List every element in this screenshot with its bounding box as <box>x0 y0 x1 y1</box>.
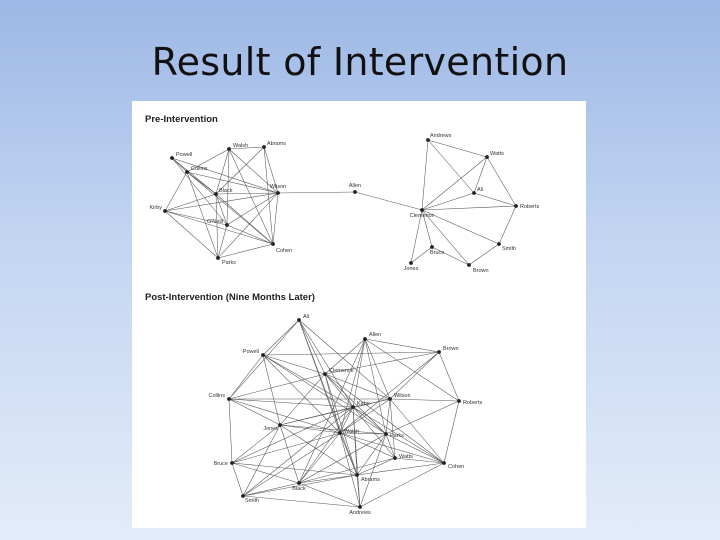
pre-node-oneill <box>225 223 229 227</box>
pre-node-label-cohen: Cohen <box>276 248 293 254</box>
post-edge-cohen-andrews <box>360 463 444 507</box>
post-node-label-wilson: Wilson <box>394 393 411 399</box>
pre-node-watts <box>485 155 489 159</box>
post-node-parks <box>384 432 388 436</box>
post-edge-watts-black <box>299 458 395 483</box>
pre-node-walsh <box>227 147 231 151</box>
post-edge-allen-wilson <box>365 339 390 399</box>
post-node-bruce <box>230 461 234 465</box>
post-node-label-jones: Jones <box>263 426 278 432</box>
post-edge-kirby-bruce <box>232 407 353 463</box>
pre-node-label-andrews: Andrews <box>430 133 452 139</box>
pre-edge-ali-clemence <box>422 193 474 210</box>
post-edge-allen-brown <box>365 339 439 352</box>
pre-node-label-smith: Smith <box>502 246 517 252</box>
post-node-label-watts: Watts <box>399 454 413 460</box>
post-edge-bruce-smith <box>232 463 243 496</box>
post-edge-wilson-jones <box>280 399 390 425</box>
pre-edge-wilson-cohen <box>273 193 278 244</box>
post-intervention-title: Post-Intervention (Nine Months Later) <box>145 292 315 303</box>
pre-node-label-powell: Powell <box>176 152 193 158</box>
post-node-label-bruce: Bruce <box>213 461 228 467</box>
slide-title: Result of Intervention <box>151 40 569 84</box>
post-node-roberts <box>457 399 461 403</box>
post-node-label-kirby: Kirby <box>357 401 370 407</box>
post-edge-ali-abrams <box>299 320 360 475</box>
pre-node-label-brown: Brown <box>473 268 489 274</box>
post-edge-parks-andrews <box>360 434 386 507</box>
pre-node-kirby <box>163 209 167 213</box>
post-intervention-nodes <box>208 314 482 516</box>
pre-edge-andrews-watts <box>428 140 487 157</box>
pre-edge-abrams-black <box>216 147 264 194</box>
post-edge-brown-walsh <box>340 352 439 433</box>
post-edge-powell-brown <box>263 352 439 355</box>
pre-node-label-walsh: Walsh <box>233 143 249 149</box>
post-edge-powell-jones <box>263 355 280 425</box>
pre-edge-walsh-cohen <box>229 149 273 244</box>
post-node-label-parks: Parks <box>390 433 405 439</box>
post-edge-wilson-watts <box>390 399 395 458</box>
post-node-jones <box>278 423 282 427</box>
post-edge-roberts-parks <box>386 401 459 434</box>
post-node-collins <box>227 397 231 401</box>
post-node-label-brown: Brown <box>443 346 459 352</box>
pre-node-label-wilson: Wilson <box>269 184 287 190</box>
pre-edge-walsh-oneill <box>227 149 229 225</box>
network-figure <box>132 101 586 528</box>
pre-node-label-black: Black <box>219 188 233 194</box>
network-diagram <box>132 101 586 528</box>
pre-node-cohen <box>271 242 275 246</box>
post-edge-powell-parks <box>263 355 386 434</box>
pre-node-black <box>214 192 218 196</box>
post-node-label-black: Black <box>292 486 306 492</box>
post-node-ali <box>297 318 301 322</box>
pre-node-label-allen: Allen <box>348 183 362 189</box>
pre-node-label-bruce: Bruce <box>430 250 445 256</box>
pre-edge-wilson-kirby <box>165 193 278 211</box>
post-node-watts <box>393 456 397 460</box>
post-edge-walsh-black <box>299 433 340 483</box>
post-edge-collins-bruce <box>229 399 232 463</box>
post-edge-allen-kirby <box>353 339 365 407</box>
pre-edge-black-parks <box>216 194 218 258</box>
pre-node-label-watts: Watts <box>490 151 504 157</box>
pre-node-powell <box>170 156 174 160</box>
pre-node-label-clemence: Clemence <box>409 213 435 219</box>
pre-node-label-roberts: Roberts <box>520 204 540 210</box>
post-edge-jones-walsh <box>280 425 340 433</box>
post-node-label-clemence: Clemence <box>329 368 354 374</box>
pre-intervention-nodes <box>149 133 539 274</box>
pre-node-label-collins: Collins <box>191 166 208 172</box>
post-edge-jones-parks <box>280 425 386 434</box>
post-edge-abrams-black <box>299 475 357 483</box>
post-node-andrews <box>358 505 362 509</box>
pre-node-abrams <box>262 145 266 149</box>
post-node-label-cohen: Cohen <box>448 464 465 470</box>
post-edge-allen-black <box>299 339 365 483</box>
post-edge-black-andrews <box>299 483 360 507</box>
post-node-brown <box>437 350 441 354</box>
pre-edge-collins-kirby <box>165 172 187 211</box>
pre-edge-andrews-ali <box>428 140 474 193</box>
post-edge-clemence-jones <box>280 374 325 425</box>
pre-node-brown <box>467 263 471 267</box>
post-edge-clemence-parks <box>325 374 386 434</box>
post-edge-jones-smith <box>243 425 280 496</box>
post-edge-parks-abrams <box>357 434 386 475</box>
post-edge-clemence-collins <box>229 374 325 399</box>
post-edge-powell-collins <box>229 355 263 399</box>
post-node-clemence <box>323 372 327 376</box>
post-edge-bruce-abrams <box>232 463 357 475</box>
pre-node-label-parks: Parks <box>222 260 237 266</box>
pre-intervention-edges <box>165 140 516 265</box>
pre-node-parks <box>216 256 220 260</box>
post-node-label-abrams: Abrams <box>361 477 380 483</box>
pre-edge-andrews-clemence <box>422 140 428 210</box>
pre-node-wilson <box>276 191 280 195</box>
pre-node-clemence <box>420 208 424 212</box>
post-edge-brown-wilson <box>390 352 439 399</box>
post-node-abrams <box>355 473 359 477</box>
pre-edge-roberts-clemence <box>422 206 516 210</box>
post-node-allen <box>363 337 367 341</box>
pre-edge-allen-clemence <box>355 192 422 210</box>
post-intervention-edges <box>229 320 459 507</box>
post-node-label-allen: Allen <box>369 332 382 338</box>
pre-node-roberts <box>514 204 518 208</box>
post-edge-wilson-roberts <box>390 399 459 401</box>
post-node-label-roberts: Roberts <box>463 400 483 406</box>
pre-node-collins <box>185 170 189 174</box>
pre-edge-parks-cohen <box>218 244 273 258</box>
post-node-label-walsh: Walsh <box>344 429 360 435</box>
pre-node-label-jones: Jones <box>403 266 419 272</box>
pre-node-label-abrams: Abrams <box>267 141 286 147</box>
pre-node-bruce <box>430 245 434 249</box>
pre-node-allen <box>353 190 357 194</box>
post-edge-clemence-cohen <box>325 374 444 463</box>
post-edge-clemence-wilson <box>325 374 390 399</box>
pre-edge-wilson-oneill <box>227 193 278 225</box>
post-node-cohen <box>442 461 446 465</box>
post-edge-roberts-cohen <box>444 401 459 463</box>
pre-edge-bruce-jones <box>411 247 432 263</box>
pre-edge-wilson-allen <box>278 192 355 193</box>
post-node-black <box>297 481 301 485</box>
pre-edge-powell-black <box>172 158 216 194</box>
post-edge-ali-powell <box>263 320 299 355</box>
post-node-wilson <box>388 397 392 401</box>
pre-node-ali <box>472 191 476 195</box>
pre-edge-roberts-smith <box>499 206 516 244</box>
pre-node-label-kirby: Kirby <box>149 205 162 211</box>
post-edge-ali-clemence <box>299 320 325 374</box>
post-node-label-ali: Ali <box>303 314 310 320</box>
pre-node-label-oneill: O'Neill <box>206 219 223 225</box>
post-node-label-smith: Smith <box>245 498 260 504</box>
post-node-powell <box>261 353 265 357</box>
pre-intervention-title: Pre-Intervention <box>145 114 218 125</box>
post-edge-brown-roberts <box>439 352 459 401</box>
pre-node-label-ali: Ali <box>477 187 484 193</box>
post-node-label-collins: Collins <box>208 393 225 399</box>
post-node-label-andrews: Andrews <box>349 510 371 516</box>
pre-node-jones <box>409 261 413 265</box>
post-edge-jones-black <box>280 425 299 483</box>
post-node-kirby <box>351 405 355 409</box>
post-node-label-powell: Powell <box>242 349 259 355</box>
post-node-walsh <box>338 431 342 435</box>
pre-edge-brown-smith <box>469 244 499 265</box>
post-edge-smith-andrews <box>243 496 360 507</box>
pre-node-smith <box>497 242 501 246</box>
